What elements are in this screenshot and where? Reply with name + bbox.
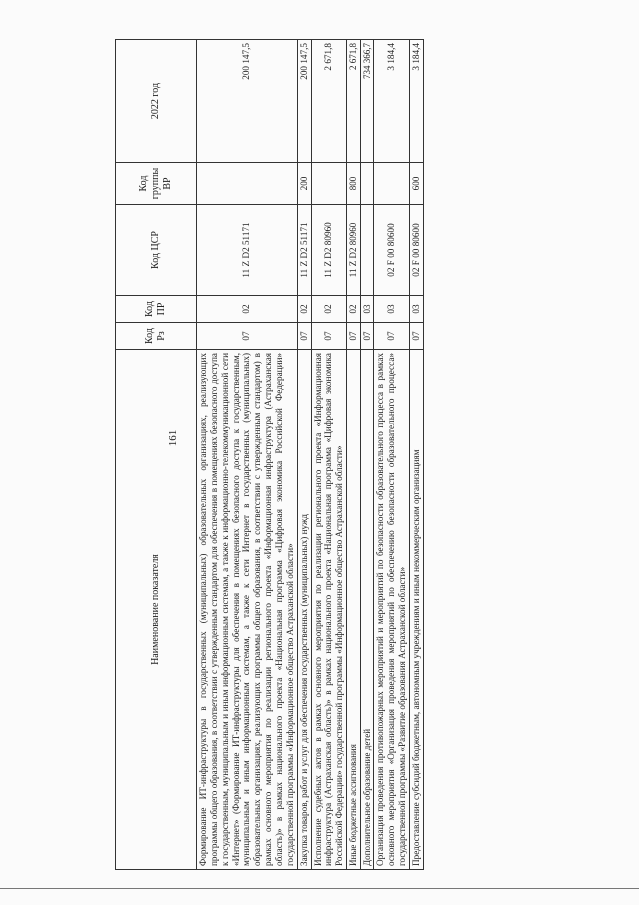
table-row (374, 40, 410, 870)
row-pr: 03 (360, 296, 374, 323)
row-pr: 02 (311, 296, 347, 323)
header-rz: Код Рз (116, 323, 197, 350)
row-name: Организация проведения противопожарных мероприятий и мероприятий по безопасности образовательного процесса в рамках основного мероприятия «Организация проведения мероприятий по обеспечению безопасности образовательного процесса» государственной программы «Развитие образования Астраханской области» (374, 350, 410, 870)
row-rz: 07 (297, 323, 311, 350)
row-rz: 07 (360, 323, 374, 350)
table-row (347, 40, 361, 870)
row-pr: 02 (197, 296, 298, 323)
row-csr: 11 Z D2 80960 (347, 205, 361, 296)
row-csr: 11 Z D2 51171 (297, 205, 311, 296)
row-pr: 02 (347, 296, 361, 323)
row-rz: 07 (374, 323, 410, 350)
table-row (360, 40, 374, 870)
row-name: Дополнительное образование детей (360, 350, 374, 870)
row-sum: 734 366,7 (360, 40, 374, 163)
row-vr (197, 163, 298, 205)
row-pr: 03 (409, 296, 423, 323)
row-rz: 07 (409, 323, 423, 350)
row-name: Формирование ИТ-инфраструктуры в государственных (муниципальных) образовательных организациях, реализующих программы общего образования, в соответствии с утвержденным стандартом для обеспечения в помещениях безопасного доступа к государственным, муниципальным и иным информационным системам, а также к информационно-телекоммуникационной сети «Интернет» (Формирование ИТ-инфраструктуры для обеспечения в помещениях безопасного доступа к государственным, муниципальным и иным информационным системам, а также к сети Интернет в государственных (муниципальных) образовательных организациях, реализующих программы общего образования, в соответствии с утвержденным стандартом) в рамках основного мероприятия по реализации регионального проекта «Информационная инфраструктура (Астраханская область)» в рамках национального проекта «Национальная программа «Цифровая экономика Российской Федерации» государственной программы «Информационное общество Астраханской области» (197, 350, 298, 870)
row-name: Иные бюджетные ассигнования (347, 350, 361, 870)
budget-table (115, 39, 424, 870)
scan-edge-line (0, 888, 639, 889)
row-name: Исполнение судебных актов в рамках основного мероприятия по реализации регионального проекта «Информационная инфраструктура (Астраханская область)» в рамках национального проекта «Национальная программа «Цифровая экономика Российской Федерации» государственной программы «Информационное общество Астраханской области» (311, 350, 347, 870)
row-csr: 02 F 00 80600 (409, 205, 423, 296)
header-csr: Код ЦСР (116, 205, 197, 296)
row-name: Закупка товаров, работ и услуг для обеспечения государственных (муниципальных) нужд (297, 350, 311, 870)
row-sum: 200 147,5 (197, 40, 298, 163)
row-rz: 07 (311, 323, 347, 350)
header-vr: Код группы ВР (116, 163, 197, 205)
row-vr: 200 (297, 163, 311, 205)
row-vr: 600 (409, 163, 423, 205)
row-name: Предоставление субсидий бюджетным, автономным учреждениям и иным некоммерческим организациям (409, 350, 423, 870)
row-rz: 07 (197, 323, 298, 350)
table-row (297, 40, 311, 870)
row-csr (360, 205, 374, 296)
table-header-row (116, 40, 197, 870)
row-sum: 3 184,4 (374, 40, 410, 163)
row-sum: 200 147,5 (297, 40, 311, 163)
header-pr: Код ПР (116, 296, 197, 323)
header-name: Наименование показателя (116, 350, 197, 870)
page-number: 161 (167, 429, 179, 447)
rotated-table-container (115, 39, 424, 870)
row-csr: 11 Z D2 80960 (311, 205, 347, 296)
row-vr: 800 (347, 163, 361, 205)
row-vr (311, 163, 347, 205)
row-rz: 07 (347, 323, 361, 350)
row-pr: 02 (297, 296, 311, 323)
row-csr: 02 F 00 80600 (374, 205, 410, 296)
row-csr: 11 Z D2 51171 (197, 205, 298, 296)
row-pr: 03 (374, 296, 410, 323)
row-sum: 2 671,8 (347, 40, 361, 163)
row-sum: 3 184,4 (409, 40, 423, 163)
table-row (409, 40, 423, 870)
table-row (311, 40, 347, 870)
row-vr (360, 163, 374, 205)
table-row (197, 40, 298, 870)
header-sum: 2022 год (116, 40, 197, 163)
row-sum: 2 671,8 (311, 40, 347, 163)
row-vr (374, 163, 410, 205)
